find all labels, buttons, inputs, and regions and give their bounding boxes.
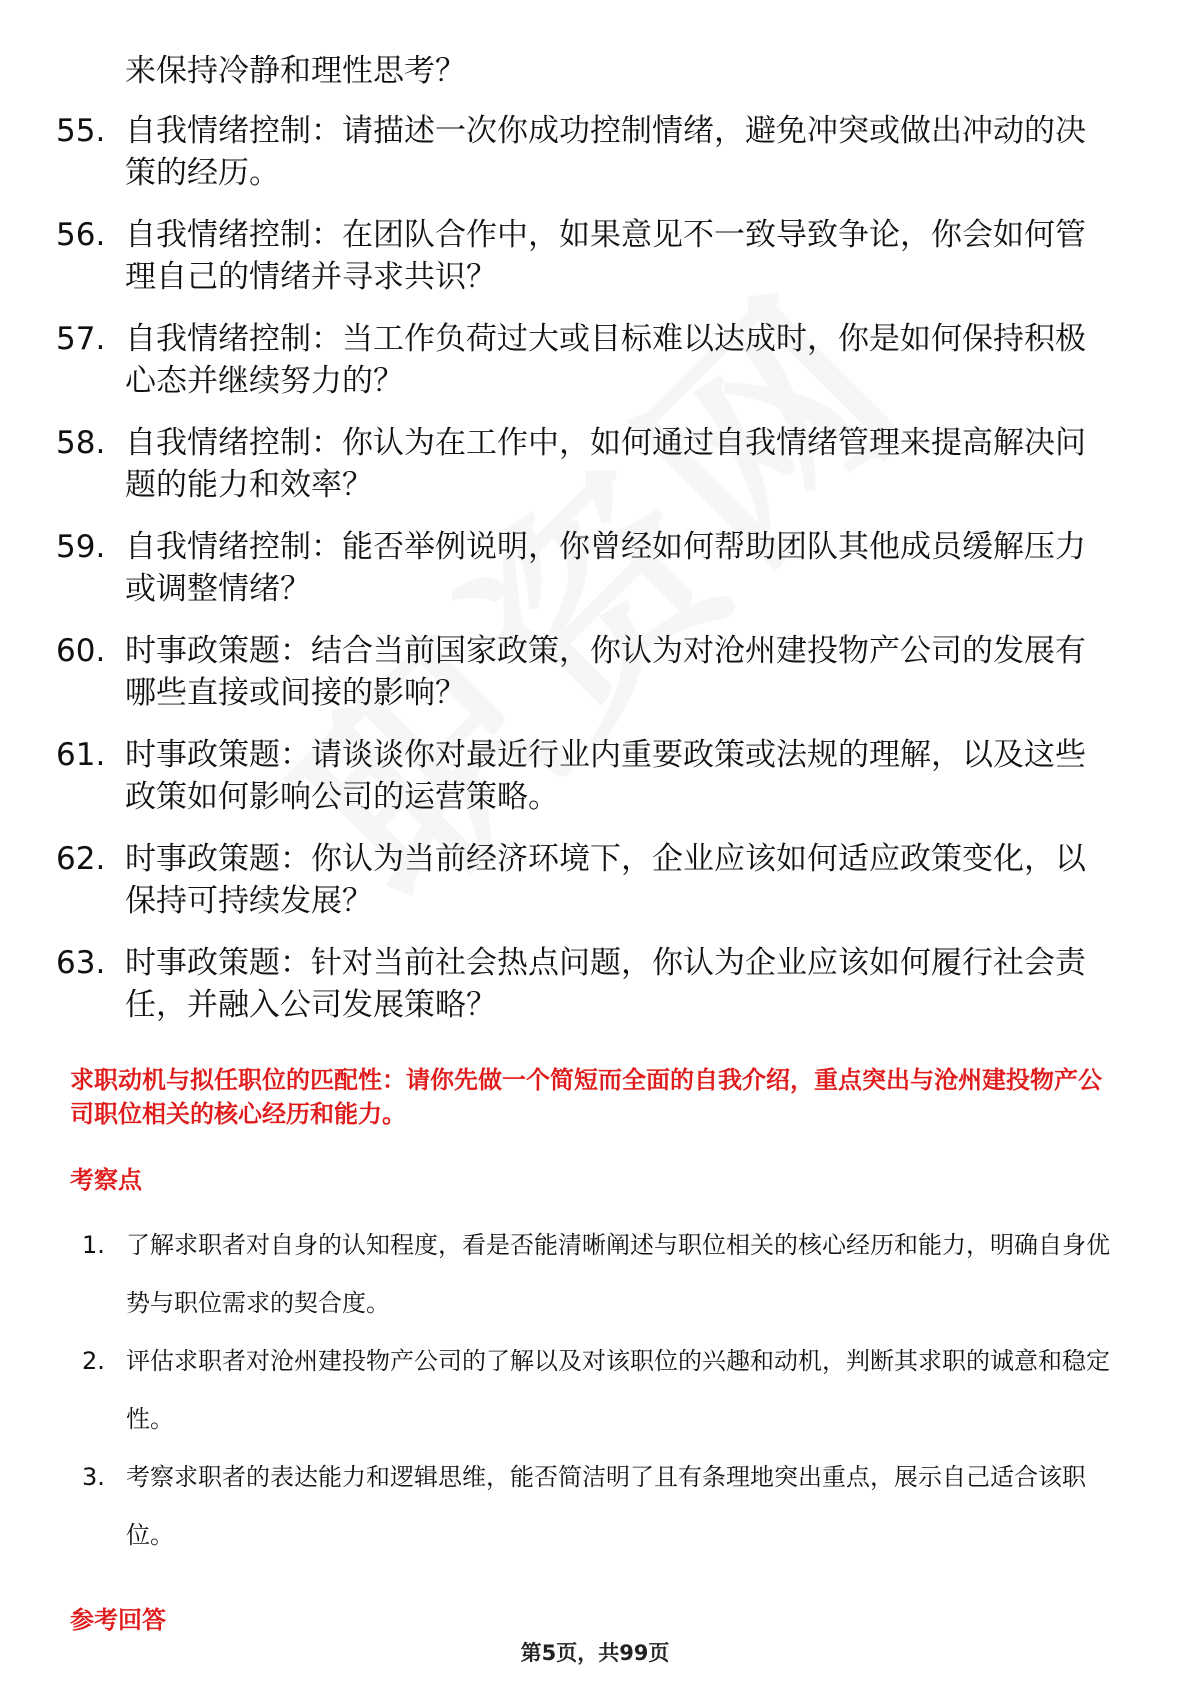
question-text: 自我情绪控制：请描述一次你成功控制情绪，避免冲突或做出冲动的决策的经历。 [125,113,1086,191]
question-text: 自我情绪控制：能否举例说明，你曾经如何帮助团队其他成员缓解压力或调整情绪？ [125,529,1086,607]
points-list [82,1216,1122,1564]
question-text: 自我情绪控制：当工作负荷过大或目标难以达成时，你是如何保持积极心态并继续努力的？ [125,321,1086,399]
question-continuation: 来保持冷静和理性思考？ [125,53,466,89]
section-title: 求职动机与拟任职位的匹配性：请你先做一个简短而全面的自我介绍，重点突出与沧州建投物产公司职位相关的核心经历和能力。 [70,1066,1102,1128]
question-text: 自我情绪控制：你认为在工作中，如何通过自我情绪管理来提高解决问题的能力和效率？ [125,425,1086,503]
question-text: 时事政策题：你认为当前经济环境下，企业应该如何适应政策变化，以保持可持续发展？ [125,841,1086,919]
question-number: 63. [56,945,106,981]
point-text: 了解求职者对自身的认知程度，看是否能清晰阐述与职位相关的核心经历和能力，明确自身优势与职位需求的契合度。 [126,1231,1110,1317]
kaochadian-heading: 考察点 [70,1166,142,1194]
question-list [56,110,1116,1046]
question-item [56,942,1116,1026]
point-number: 3. [82,1463,105,1491]
question-item [56,110,1116,194]
question-text: 时事政策题：针对当前社会热点问题，你认为企业应该如何履行社会责任，并融入公司发展策略？ [125,945,1086,1023]
question-number: 59. [56,529,106,565]
question-number: 56. [56,217,106,253]
point-number: 2. [82,1347,105,1375]
point-number: 1. [82,1231,105,1259]
question-number: 60. [56,633,106,669]
question-item [56,838,1116,922]
question-text: 时事政策题：请谈谈你对最近行业内重要政策或法规的理解，以及这些政策如何影响公司的运营策略。 [125,737,1086,815]
question-item [56,630,1116,714]
question-number: 57. [56,321,106,357]
point-text: 评估求职者对沧州建投物产公司的了解以及对该职位的兴趣和动机，判断其求职的诚意和稳定性。 [126,1347,1110,1433]
reference-answer-heading: 参考回答 [70,1606,166,1634]
question-number: 58. [56,425,106,461]
question-text: 时事政策题：结合当前国家政策，你认为对沧州建投物产公司的发展有哪些直接或间接的影响？ [125,633,1086,711]
question-item [56,526,1116,610]
point-item [82,1332,1122,1448]
question-number: 62. [56,841,106,877]
question-item [56,318,1116,402]
point-item [82,1216,1122,1332]
question-item [56,422,1116,506]
question-number: 61. [56,737,106,773]
question-number: 55. [56,113,106,149]
question-item [56,734,1116,818]
point-item [82,1448,1122,1564]
question-item [56,214,1116,298]
page-footer: 第5页，共99页 [520,1641,670,1665]
point-text: 考察求职者的表达能力和逻辑思维，能否简洁明了且有条理地突出重点，展示自己适合该职位。 [126,1463,1086,1549]
question-text: 自我情绪控制：在团队合作中，如果意见不一致导致争论，你会如何管理自己的情绪并寻求共识？ [125,217,1086,295]
